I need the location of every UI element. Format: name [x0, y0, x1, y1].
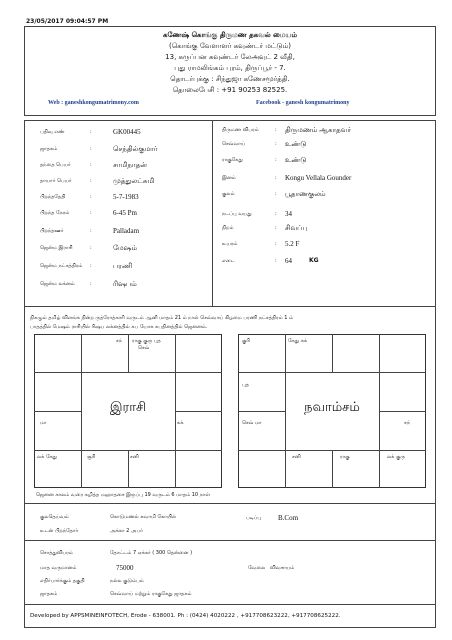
right-detail-colon: : — [275, 157, 277, 163]
details-bottom-rule — [24, 306, 436, 307]
facebook-link[interactable]: Facebook - ganesh kongumatrimony — [256, 100, 350, 106]
right-detail-value: உண்டு — [285, 156, 307, 164]
right-detail-colon: : — [275, 191, 277, 197]
website-link[interactable]: Web : ganeshkongumatrimony.com — [48, 100, 139, 106]
right-detail-colon: : — [275, 141, 277, 147]
rasi-cell: சனி — [130, 454, 139, 460]
right-detail-label: எடை — [222, 258, 235, 264]
right-detail-label: நடப்பு வயது — [222, 211, 252, 217]
left-detail-colon: : — [90, 263, 92, 269]
left-detail-colon: : — [90, 245, 92, 251]
right-detail-value: பூதாணகுலம் — [285, 190, 326, 198]
right-detail-label: திருமண விபரம் — [222, 127, 259, 133]
phone: தொலைபேசி : +91 90253 82525. — [172, 86, 288, 94]
siblings-rule — [24, 540, 436, 541]
centre-name: கணேஷ் கொங்கு திருமண தகவல் மையம் — [162, 31, 298, 39]
right-detail-value: 5.2 F — [285, 240, 300, 248]
left-detail-value: சாமிநாதன் — [113, 161, 147, 169]
left-detail-colon: : — [90, 281, 92, 287]
dasa-note: ஜெனன காலம் வரை கழித்த மஹாதசை இருப்பு 19 வருடம் 6 மாதம் 10 நாள் — [36, 492, 210, 498]
contact-person: தொடர்புக்கு : சிந்துஜா கணேசமூர்த்தி. — [170, 75, 290, 83]
education-label: படிப்பு — [246, 515, 262, 521]
navamsa-cell: சந் — [404, 420, 410, 426]
rasi-cell: ராகு குரு புத — [132, 338, 161, 344]
right-detail-colon: : — [275, 225, 277, 231]
left-detail-label: பிறந்த நேரம் — [40, 210, 70, 216]
right-detail-label: ராகுகேது — [222, 157, 243, 163]
left-detail-value: ரிஷபம் — [113, 280, 137, 288]
right-detail-colon: : — [275, 175, 277, 181]
left-detail-label: ஜாதகம் — [40, 146, 58, 152]
horoscope-value: செவ்வாய் மற்றும் ராகுகேது ஜாதகம் — [110, 591, 192, 597]
left-detail-value: மேஷம் — [113, 244, 138, 252]
right-detail-colon: : — [275, 211, 277, 217]
chart-bottom-rule — [24, 503, 436, 504]
left-detail-colon: : — [90, 228, 92, 234]
rasi-cell: மா — [40, 420, 47, 426]
horoscope-label: ஜாதகம் — [40, 591, 58, 597]
birth-note-line-1: நிகழும் தமிழ் விளங்க நின்ற ருத்ரோத்காரி வருடம் ஆனி மாதம் 21 ம் நாள் செவ்வாய் கிழமை பரணி நட்சத்திரம் 1 ம் — [30, 315, 294, 321]
kula-deivam-value: கொடுமணல் சுவாமி கோயில் — [110, 514, 177, 520]
right-detail-value: சிவப்பு — [285, 224, 308, 232]
rasi-cell: சுக் — [177, 420, 184, 426]
right-detail-unit: KG — [309, 257, 319, 264]
expectation-label: எதிர்பார்க்கும் தகுதி — [40, 578, 85, 584]
right-detail-value: திருமணம் ஆகாதவர் — [285, 126, 352, 134]
job-value: விவசாயம் — [270, 565, 295, 571]
address-line-1: 13, கருப்பன கவுண்டர் லேஅவுட் 2 வீதி, — [165, 53, 295, 61]
rasi-chart — [34, 334, 222, 488]
header — [24, 30, 436, 96]
navamsa-cell: செவ் மா — [242, 420, 262, 426]
rasi-cell: செவ் — [138, 345, 150, 351]
left-detail-label: ஜென்ம இராசி — [40, 245, 73, 251]
left-detail-value: பரணி — [113, 262, 133, 270]
navamsa-cell: சனி — [292, 454, 301, 460]
navamsa-cell: ராகு — [340, 454, 350, 460]
left-detail-colon: : — [90, 210, 92, 216]
right-detail-label: குலம் — [222, 191, 235, 197]
community-note: (கொங்கு வேளாளர் கவுண்டர் மட்டும்) — [168, 42, 292, 50]
left-detail-value: 5-7-1983 — [113, 193, 139, 201]
job-label: வேலை — [248, 565, 266, 571]
left-detail-label: பிறந்ததேதி — [40, 194, 66, 200]
right-detail-label: நிறம் — [222, 225, 234, 231]
rasi-title: இராசி — [109, 400, 147, 415]
right-detail-value: 64 — [285, 257, 292, 265]
right-detail-label: உயரம் — [222, 241, 238, 247]
right-detail-value: உண்டு — [285, 140, 307, 148]
left-detail-value: GK00445 — [113, 128, 141, 136]
footer-credit: Developed by APPSMINEINFOTECH, Erode - 638001. Ph : (0424) 4020222 , +917708623222, +917708625222. — [30, 613, 341, 619]
left-detail-value: செந்தில்குமார் — [113, 145, 158, 153]
rasi-cell: சூரி — [87, 454, 96, 460]
property-value: தோட்டம் 7 ஏக்கர் ( 300 தென்னை ) — [110, 550, 193, 556]
left-detail-value: 6-45 Pm — [113, 209, 137, 217]
left-detail-colon: : — [90, 129, 92, 135]
left-detail-colon: : — [90, 146, 92, 152]
navamsa-chart — [238, 334, 426, 488]
siblings-value: அக்கா 2 அபர் — [110, 528, 143, 534]
rasi-cell: லக் கேது — [37, 454, 58, 460]
left-detail-colon: : — [90, 162, 92, 168]
right-detail-label: இனம் — [222, 175, 236, 181]
navamsa-cell: குரி — [242, 338, 251, 344]
left-detail-label: தாயார் பெயர் — [40, 178, 72, 184]
left-detail-colon: : — [90, 194, 92, 200]
footer-rule — [24, 604, 436, 605]
right-detail-value: 34 — [285, 210, 292, 218]
left-detail-label: ஜென்ம நட்சத்திரம் — [40, 263, 83, 269]
address-line-2: புது ராமலிங்கம் புரம், திருப்பூர் - 7. — [174, 64, 286, 72]
left-detail-colon: : — [90, 178, 92, 184]
navamsa-cell: புத — [242, 382, 249, 388]
left-detail-label: பிறந்தஊர் — [40, 228, 64, 234]
education-value: B.Com — [278, 514, 299, 522]
right-detail-colon: : — [275, 258, 277, 264]
birth-note-line-2: பாதத்தில் மேஷம் ராசியில் ரிஷப லக்னத்தில் சுப யோக சுபதினத்தில் ஜெனனம். — [30, 324, 208, 330]
left-detail-label: தந்தை பெயர் — [40, 162, 71, 168]
siblings-label: உடன் பிறந்தோர் — [40, 528, 79, 534]
navamsa-cell: லக் குரு — [387, 454, 405, 460]
left-detail-label: ஜென்ம லக்னம் — [40, 281, 75, 287]
kula-deivam-label: குலதெய்வம் — [40, 514, 69, 520]
navamsa-title: நவாம்சம் — [304, 400, 360, 415]
navamsa-cell: கேது சுக் — [288, 338, 308, 344]
right-detail-colon: : — [275, 127, 277, 133]
right-detail-colon: : — [275, 241, 277, 247]
left-detail-value: Palladam — [113, 227, 140, 235]
left-detail-value: முத்துலட்சுமி — [113, 177, 155, 185]
income-value: 75000 — [116, 564, 134, 572]
left-detail-label: பதிவு எண் — [40, 129, 65, 135]
income-label: மாத வருமானம் — [40, 565, 77, 571]
property-label: சொத்துவிபரம் — [40, 550, 73, 556]
right-detail-label: செவ்வாய் — [222, 141, 246, 147]
right-detail-value: Kongu Vellala Gounder — [285, 174, 352, 182]
expectation-value: நல்ல குடும்பம் — [110, 578, 144, 584]
rasi-cell: சந் — [116, 338, 122, 344]
details-divider — [212, 120, 213, 306]
timestamp: 23/05/2017 09:04:57 PM — [26, 18, 109, 25]
